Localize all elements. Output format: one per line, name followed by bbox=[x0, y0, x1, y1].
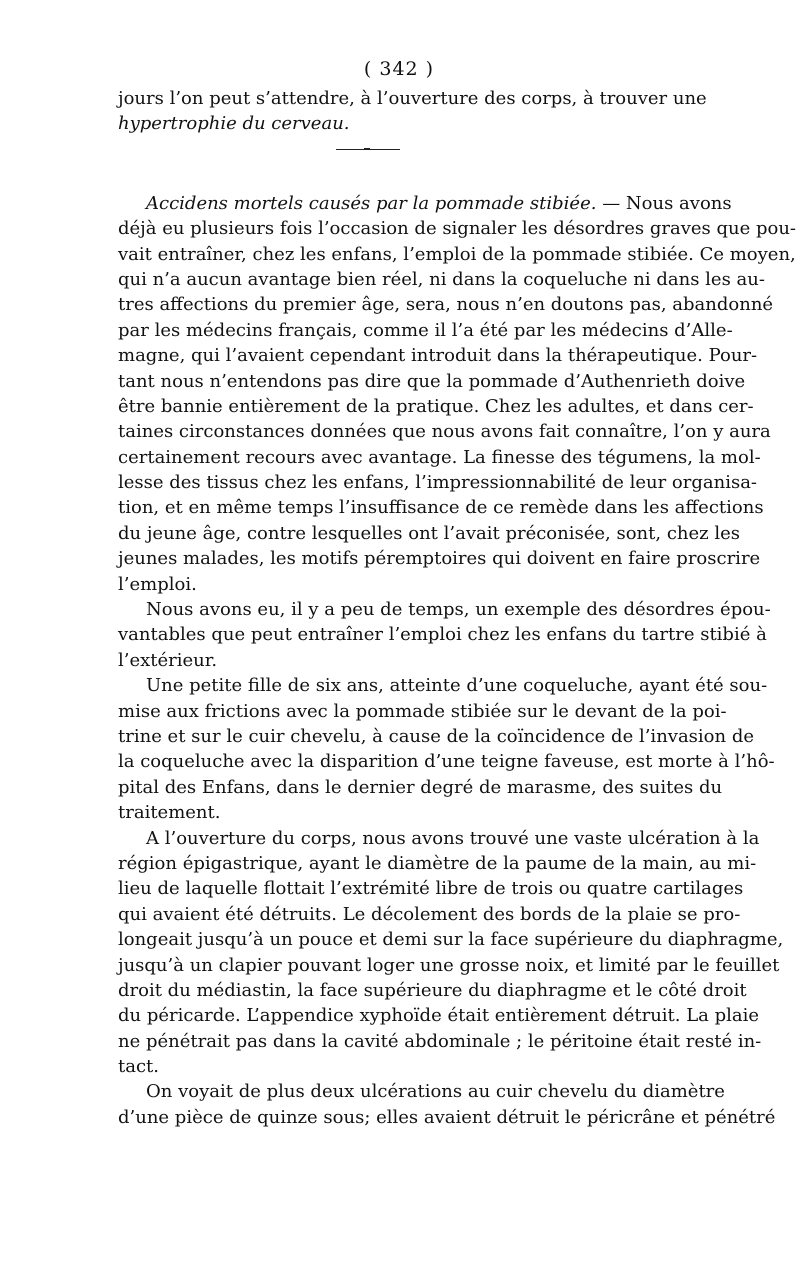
text-line: vait entraîner, chez les enfans, l’emploi de la pommade stibiée. Ce moyen, bbox=[118, 243, 796, 265]
text-line: tact. bbox=[118, 1056, 160, 1078]
text-line: région épigastrique, ayant le diamètre de la paume de la main, au mi- bbox=[118, 852, 757, 874]
text-line: droit du médiastin, la face supérieure du diaphragme et le côté droit bbox=[118, 979, 747, 1001]
section-heading-line bbox=[118, 191, 732, 216]
text-line: ne pénétrait pas dans la cavité abdominale ; le péritoine était resté in- bbox=[118, 1030, 762, 1052]
text-line: certainement recours avec avantage. La finesse des tégumens, la mol- bbox=[118, 446, 761, 468]
text-line: la coqueluche avec la disparition d’une teigne faveuse, est morte à l’hô- bbox=[118, 751, 775, 773]
paragraph-1 bbox=[118, 216, 797, 597]
text-line: tres affections du premier âge, sera, nous n’en doutons pas, abandonné bbox=[118, 294, 774, 316]
text-line: taines circonstances données que nous avons fait connaître, l’on y aura bbox=[118, 421, 771, 443]
text-line: qui avaient été détruits. Le décolement des bords de la plaie se pro- bbox=[118, 903, 741, 925]
paragraph-4 bbox=[118, 826, 784, 1080]
text-line: être bannie entièrement de la pratique. Chez les adultes, et dans cer- bbox=[118, 395, 754, 417]
section-title-tail: — Nous avons bbox=[596, 192, 732, 214]
paragraph-2 bbox=[118, 597, 771, 673]
paragraph-5 bbox=[118, 1079, 776, 1130]
text-line: jusqu’à un clapier pouvant loger une grosse noix, et limité par le feuillet bbox=[118, 954, 780, 976]
text-line: tion, et en même temps l’insuffisance de ce remède dans les affections bbox=[118, 497, 764, 519]
text-line: l’extérieur. bbox=[118, 649, 218, 671]
text-line: tant nous n’entendons pas dire que la pommade d’Authenrieth doive bbox=[118, 370, 746, 392]
text-line: magne, qui l’avaient cependant introduit dans la thérapeutique. Pour- bbox=[118, 345, 758, 367]
text-line: trine et sur le cuir chevelu, à cause de la coïncidence de l’invasion de bbox=[118, 725, 755, 747]
text-line: d’une pièce de quinze sous; elles avaient détruit le péricrâne et pénétré bbox=[118, 1106, 776, 1128]
italic-text: hypertrophie du cerveau. bbox=[118, 113, 350, 135]
text-line: déjà eu plusieurs fois l’occasion de signaler les désordres graves que pou- bbox=[118, 218, 797, 240]
text-line: Nous avons eu, il y a peu de temps, un exemple des désordres épou- bbox=[146, 599, 771, 621]
text-line: jeunes malades, les motifs péremptoires qui doivent en faire proscrire bbox=[118, 548, 761, 570]
text-line: lesse des tissus chez les enfans, l’impressionnabilité de leur organisa- bbox=[118, 472, 758, 494]
page-number: ( 342 ) bbox=[363, 58, 435, 80]
text-line: du péricarde. L’appendice xyphoïde était entièrement détruit. La plaie bbox=[118, 1005, 760, 1027]
text-line: On voyait de plus deux ulcérations au cuir chevelu du diamètre bbox=[146, 1081, 725, 1103]
text-line: pital des Enfans, dans le dernier degré de marasme, des suites du bbox=[118, 776, 723, 798]
text-line: du jeune âge, contre lesquelles ont l’avait préconisée, sont, chez les bbox=[118, 522, 741, 544]
text-line: A l’ouverture du corps, nous avons trouvé une vaste ulcération à la bbox=[146, 827, 760, 849]
text-line: qui n’a aucun avantage bien réel, ni dans la coqueluche ni dans les au- bbox=[118, 268, 765, 290]
text-line: longeait jusqu’à un pouce et demi sur la face supérieure du diaphragme, bbox=[118, 929, 784, 951]
book-page bbox=[118, 58, 797, 1130]
text-line: lieu de laquelle flottait l’extrémité libre de trois ou quatre cartilages bbox=[118, 878, 744, 900]
text-line: traitement. bbox=[118, 802, 221, 824]
text-line: par les médecins français, comme il l’a été par les médecins d’Alle- bbox=[118, 319, 733, 341]
section-title: Accidens mortels causés par la pommade stibiée. bbox=[146, 192, 597, 214]
section-divider bbox=[118, 137, 680, 161]
text-line: mise aux frictions avec la pommade stibiée sur le devant de la poi- bbox=[118, 700, 727, 722]
text-line: jours l’on peut s’attendre, à l’ouverture des corps, à trouver une bbox=[118, 88, 707, 109]
paragraph-3 bbox=[118, 673, 775, 825]
text-line: Une petite fille de six ans, atteinte d’une coqueluche, ayant été sou- bbox=[146, 675, 768, 697]
text-line: l’emploi. bbox=[118, 573, 197, 595]
text-line: vantables que peut entraîner l’emploi chez les enfans du tartre stibié à bbox=[118, 624, 767, 646]
text-line bbox=[118, 111, 680, 136]
